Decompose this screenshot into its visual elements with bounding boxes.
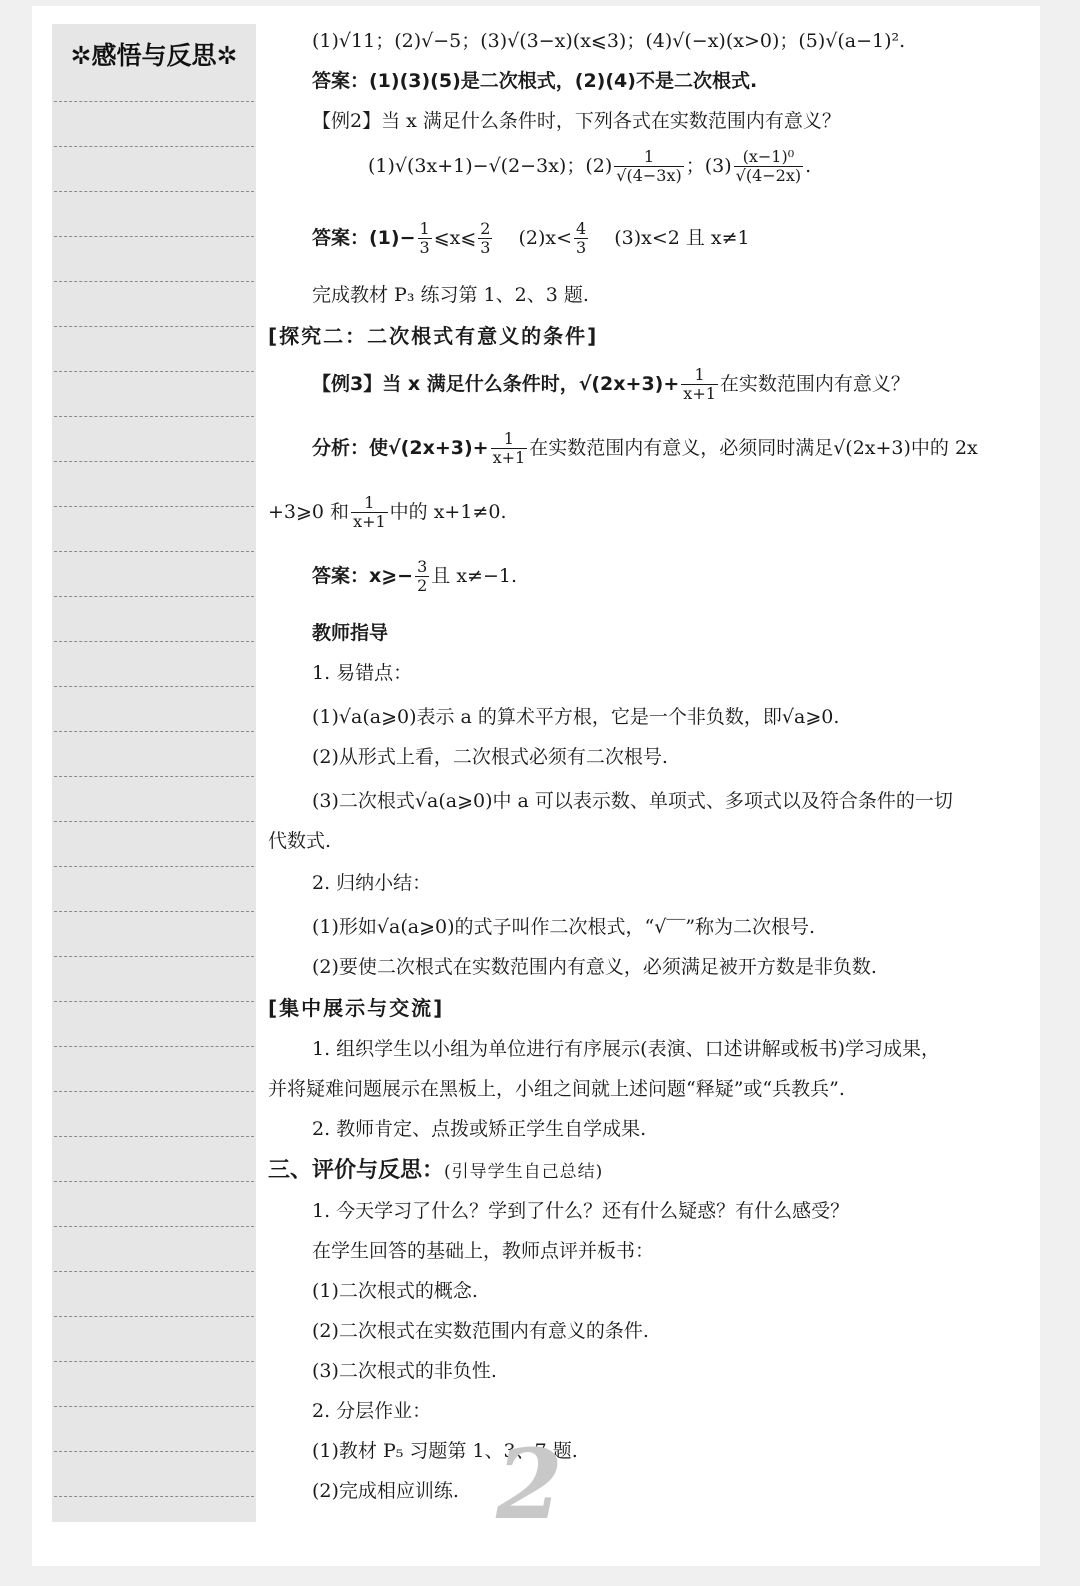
note-line xyxy=(54,371,254,372)
expr-part: ⩽x⩽ xyxy=(433,226,477,249)
note-line xyxy=(54,686,254,687)
board-note-1: (1)二次根式的概念. xyxy=(312,1280,478,1302)
note-line xyxy=(54,326,254,327)
numerator: 2 xyxy=(480,219,491,238)
note-line xyxy=(54,866,254,867)
mistake-3-cont: 代数式. xyxy=(268,830,332,852)
note-line xyxy=(54,1496,254,1497)
expr-part: 在实数范围内有意义？ xyxy=(719,372,910,395)
note-line xyxy=(54,1406,254,1407)
reflection-questions: 1. 今天学习了什么？学到了什么？还有什么疑惑？有什么感受？ xyxy=(312,1200,850,1222)
teacher-guidance-heading: 教师指导 xyxy=(312,622,389,644)
expr-part: 分析：使√(2x+3)+ xyxy=(312,436,489,459)
fraction xyxy=(351,494,388,532)
denominator: x+1 xyxy=(683,384,716,404)
note-line xyxy=(54,236,254,237)
numerator: 1 xyxy=(614,148,683,167)
expr-part: 中的 x+1≠0. xyxy=(389,500,507,523)
denominator: √(4−3x) xyxy=(616,166,682,186)
summary-heading: 2. 归纳小结： xyxy=(312,872,432,894)
example-2-expressions xyxy=(368,148,811,186)
fraction xyxy=(734,148,803,186)
section-heading-showcase: [集中展示与交流] xyxy=(268,996,445,1020)
expr-part: (1)√(3x+1)−√(2−3x)；(2) xyxy=(368,154,613,177)
expr-part: (3)x<2 且 x≠1 xyxy=(614,226,750,249)
common-mistakes-heading: 1. 易错点： xyxy=(312,662,413,684)
expr-part: 答案：x⩾− xyxy=(312,564,414,587)
note-line xyxy=(54,146,254,147)
radical-examples: (1)√11；(2)√−5；(3)√(3−x)(x⩽3)；(4)√(−x)(x>0)；(5)√(a−1)². xyxy=(312,30,906,52)
board-note-3: (3)二次根式的非负性. xyxy=(312,1360,497,1382)
reflection-sidebar xyxy=(52,24,256,1522)
summary-2: (2)要使二次根式在实数范围内有意义，必须满足被开方数是非负数. xyxy=(312,956,877,978)
note-line xyxy=(54,551,254,552)
note-line xyxy=(54,1136,254,1137)
numerator: 1 xyxy=(419,219,430,238)
board-notes-intro: 在学生回答的基础上，教师点评并板书： xyxy=(312,1240,655,1262)
fraction xyxy=(681,366,718,404)
textbook-exercise: 完成教材 P₃ 练习第 1、2、3 题. xyxy=(312,284,589,306)
numerator: 4 xyxy=(576,219,587,238)
expr-part: +3⩾0 和 xyxy=(268,500,350,523)
fraction xyxy=(415,558,429,596)
denominator: √(4−2x) xyxy=(735,166,802,186)
expr-part: 且 x≠−1. xyxy=(431,564,518,587)
denominator: x+1 xyxy=(353,512,386,532)
denominator: 3 xyxy=(419,238,430,258)
showcase-1-cont: 并将疑难问题展示在黑板上，小组之间就上述问题“释疑”或“兵教兵”. xyxy=(268,1078,845,1100)
note-line xyxy=(54,1316,254,1317)
fraction xyxy=(574,220,588,258)
summary-1: (1)形如√a(a⩾0)的式子叫作二次根式，“√‾‾”称为二次根号. xyxy=(312,916,816,938)
note-line xyxy=(54,461,254,462)
note-line xyxy=(54,1046,254,1047)
expr-part: 【例3】当 x 满足什么条件时，√(2x+3)+ xyxy=(312,372,680,395)
denominator: 3 xyxy=(480,238,491,258)
section-heading-explore-2: [探究二：二次根式有意义的条件] xyxy=(268,324,599,348)
expr-part: 在实数范围内有意义，必须同时满足√(2x+3)中的 2x xyxy=(529,436,978,459)
answer-1: 答案：(1)(3)(5)是二次根式，(2)(4)不是二次根式. xyxy=(312,70,758,92)
board-note-2: (2)二次根式在实数范围内有意义的条件. xyxy=(312,1320,649,1342)
numerator: 1 xyxy=(491,430,528,449)
analysis-line-2 xyxy=(268,494,506,532)
homework-2: (2)完成相应训练. xyxy=(312,1480,459,1502)
denominator: x+1 xyxy=(492,448,526,468)
fraction xyxy=(491,430,528,468)
numerator: (x−1)⁰ xyxy=(734,148,803,167)
answer-3 xyxy=(312,558,517,596)
answer-2 xyxy=(312,220,750,258)
denominator: 3 xyxy=(576,238,587,258)
expr-part: ；(3) xyxy=(685,154,732,177)
note-line xyxy=(54,1271,254,1272)
expr-part: . xyxy=(805,154,812,177)
note-line xyxy=(54,776,254,777)
example-3-question xyxy=(312,366,910,404)
fraction xyxy=(478,220,492,258)
note-line xyxy=(54,101,254,102)
homework-heading: 2. 分层作业： xyxy=(312,1400,432,1422)
denominator: 2 xyxy=(417,576,428,596)
note-line xyxy=(54,1361,254,1362)
note-line xyxy=(54,1091,254,1092)
mistake-2: (2)从形式上看，二次根式必须有二次根号. xyxy=(312,746,668,768)
mistake-1: (1)√a(a⩾0)表示 a 的算术平方根，它是一个非负数，即√a⩾0. xyxy=(312,706,840,728)
note-line xyxy=(54,1451,254,1452)
fraction xyxy=(614,148,683,186)
note-line xyxy=(54,911,254,912)
mistake-3: (3)二次根式√a(a⩾0)中 a 可以表示数、单项式、多项式以及符合条件的一切 xyxy=(312,790,953,812)
showcase-2: 2. 教师肯定、点拨或矫正学生自学成果. xyxy=(312,1118,647,1140)
note-line xyxy=(54,956,254,957)
note-line xyxy=(54,416,254,417)
note-line xyxy=(54,191,254,192)
fraction xyxy=(418,220,432,258)
evaluation-note: (引导学生自己总结) xyxy=(444,1162,604,1182)
showcase-1: 1. 组织学生以小组为单位进行有序展示(表演、口述讲解或板书)学习成果， xyxy=(312,1038,940,1060)
evaluation-title: 三、评价与反思： xyxy=(268,1158,445,1183)
sidebar-title: ✲感悟与反思✲ xyxy=(70,41,238,70)
note-line xyxy=(54,641,254,642)
example-2-question: 【例2】当 x 满足什么条件时，下列各式在实数范围内有意义？ xyxy=(312,110,841,132)
section-heading-evaluation xyxy=(268,1160,603,1182)
note-line xyxy=(54,596,254,597)
note-line xyxy=(54,731,254,732)
answer-label: 答案：(1)− xyxy=(312,226,416,249)
note-line xyxy=(54,821,254,822)
numerator: 3 xyxy=(417,557,428,576)
page-number: 2 xyxy=(496,1428,563,1541)
expr-part: (2)x< xyxy=(518,226,573,249)
analysis-line-1 xyxy=(312,430,978,468)
numerator: 1 xyxy=(351,494,388,513)
note-line xyxy=(54,1181,254,1182)
note-line xyxy=(54,1226,254,1227)
note-line xyxy=(54,506,254,507)
homework-1: (1)教材 P₅ 习题第 1、3、7 题. xyxy=(312,1440,578,1462)
note-line xyxy=(54,281,254,282)
numerator: 1 xyxy=(681,366,718,385)
note-line xyxy=(54,1001,254,1002)
